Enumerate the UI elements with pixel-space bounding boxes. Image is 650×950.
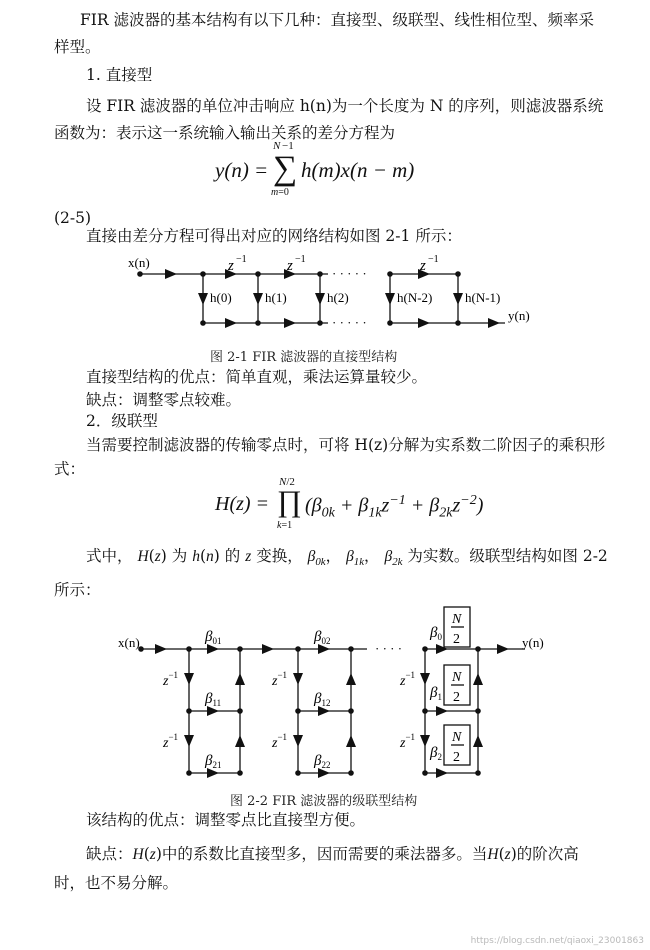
- fig22-delay-s1-a: $z^{-1}$: [163, 670, 179, 689]
- fig22-beta-01: $\beta_{01}$: [205, 629, 222, 646]
- fig21-delay-2-exp: −1: [295, 254, 306, 265]
- figure-2-2-cascade-form: [0, 605, 650, 790]
- fig22-beta-last-2: $\beta_2$: [430, 745, 442, 762]
- section2-disadvantage-line-1: 缺点：H(z)中的系数比直接型多，因而需要的乘法器多。当H(z)的阶次高: [86, 845, 579, 863]
- fig22-beta-22: $\beta_{22}$: [314, 753, 331, 770]
- section1-heading: 1. 直接型: [86, 66, 153, 84]
- section2-disadvantage-line-2: 时，也不易分解。: [54, 874, 179, 892]
- fig22-dots: · · · ·: [375, 641, 403, 656]
- section2-para-line-1: 当需要控制滤波器的传输零点时，可将 H(z)分解为实系数二阶因子的乘积形: [86, 436, 606, 454]
- equation-label: (2-5): [54, 209, 92, 227]
- fig21-input-label: x(n): [128, 255, 150, 270]
- fig22-beta-12: $\beta_{12}$: [314, 691, 331, 708]
- disadvantage-suffix: 的阶次高: [516, 845, 579, 863]
- section1-para-line-1: 设 FIR 滤波器的单位冲击响应 h(n)为一个长度为 N 的序列，则滤波器系统: [86, 97, 604, 115]
- fig21-delay-2: z: [287, 258, 293, 274]
- fig22-beta-02: $\beta_{02}$: [314, 629, 331, 646]
- section2-para-line-2: 式：: [54, 460, 86, 478]
- explain-mid-2: 的: [224, 547, 241, 565]
- explain-prefix: 式中，: [86, 547, 133, 565]
- fig21-coeff-h1: h(1): [265, 290, 287, 305]
- explain-suffix: 为实数。级联型结构如图 2-2: [407, 547, 608, 565]
- fig21-delay-3: z: [420, 258, 426, 274]
- watermark: https://blog.csdn.net/qiaoxi_23001863: [470, 936, 644, 946]
- fig22-input-label: x(n): [118, 635, 140, 650]
- section2-heading: 2．级联型: [86, 412, 158, 430]
- fig22-delay-s3-a: $z^{-1}$: [400, 670, 416, 689]
- fig22-frac-den-0: 2: [453, 632, 460, 647]
- explain-mid-3: 变换，: [256, 547, 303, 565]
- intro-line-2: 样型。: [54, 38, 101, 56]
- fig22-frac-den-2: 2: [453, 750, 460, 765]
- section2-explain-line-2: 所示：: [54, 581, 101, 599]
- section1-advantage: 直接型结构的优点：简单直观，乘法运算量较少。: [86, 368, 428, 386]
- fig21-output-label: y(n): [508, 308, 530, 323]
- fig22-beta-last-0: $\beta_0$: [430, 625, 442, 642]
- fig21-delay-3-exp: −1: [428, 254, 439, 265]
- equation-difference: y(n) = N −1 ∑ m=0 h(m)x(n − m): [215, 140, 415, 198]
- fig22-beta-11: $\beta_{11}$: [205, 691, 222, 708]
- fig22-frac-num-0: N: [452, 612, 462, 627]
- equation-cascade: H(z) = N/2 ∏ k=1 $(\beta_{0k} + \beta_{1k}z^{-1} + \beta_{2k}z^{-2})$: [215, 476, 484, 531]
- fig21-coeff-h0: h(0): [210, 290, 232, 305]
- fig22-delay-s3-b: $z^{-1}$: [400, 732, 416, 751]
- section2-advantage: 该结构的优点：调整零点比直接型方便。: [86, 811, 366, 829]
- section1-disadvantage: 缺点：调整零点较难。: [86, 391, 242, 409]
- figure22-caption: 图 2-2 FIR 滤波器的级联型结构: [230, 794, 418, 809]
- fig21-dots-bottom: · · · · ·: [332, 315, 367, 330]
- disadvantage-prefix: 缺点：: [86, 845, 133, 863]
- fig21-coeff-h2: h(2): [327, 290, 349, 305]
- fig22-delay-s2-a: $z^{-1}$: [272, 670, 288, 689]
- figure-2-1-direct-form: [0, 250, 650, 360]
- fig22-frac-num-1: N: [452, 670, 462, 685]
- fig22-delay-s2-b: $z^{-1}$: [272, 732, 288, 751]
- fig21-coeff-hn1: h(N-1): [465, 290, 501, 305]
- section1-para-line-2: 函数为：表示这一系统输入输出关系的差分方程为: [54, 124, 396, 142]
- fig22-delay-s1-b: $z^{-1}$: [163, 732, 179, 751]
- figure21-caption: 图 2-1 FIR 滤波器的直接型结构: [210, 350, 398, 365]
- fig21-dots-top: · · · · ·: [332, 266, 367, 281]
- fig21-coeff-hn2: h(N-2): [397, 290, 433, 305]
- fig22-beta-last-1: $\beta_1$: [430, 685, 442, 702]
- fig21-delay-1-exp: −1: [236, 254, 247, 265]
- fig22-output-label: y(n): [522, 635, 544, 650]
- intro-line-1: FIR 滤波器的基本结构有以下几种：直接型、级联型、线性相位型、频率采: [80, 11, 594, 29]
- fig22-frac-den-1: 2: [453, 690, 460, 705]
- disadvantage-mid: 中的系数比直接型多，因而需要的乘法器多。当: [161, 845, 488, 863]
- fig21-delay-1: z: [228, 258, 234, 274]
- section2-explain-line-1: 式中， H(z) 为 h(n) 的 z 变换， $\beta_{0k}$， $\beta_{1k}$， $\beta_{2k}$ 为实数。级联型结构如图 2-2: [86, 547, 608, 569]
- explain-mid-1: 为: [171, 547, 188, 565]
- fig22-frac-num-2: N: [452, 730, 462, 745]
- figure21-intro: 直接由差分方程可得出对应的网络结构如图 2-1 所示：: [86, 227, 462, 245]
- fig22-beta-21: $\beta_{21}$: [205, 753, 222, 770]
